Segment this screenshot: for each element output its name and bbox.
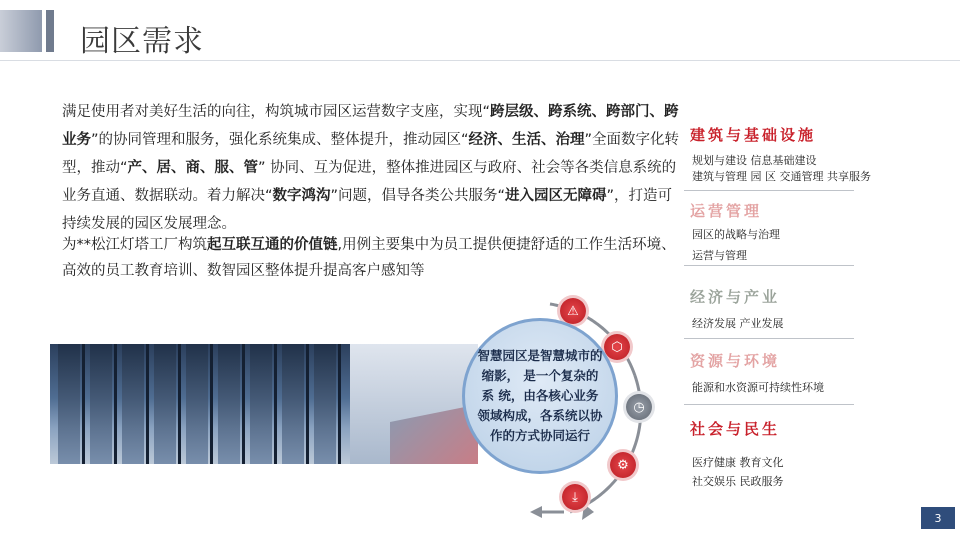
core-concept-circle bbox=[462, 318, 618, 474]
page-number: 3 bbox=[921, 507, 955, 529]
body-text: ” 协同、互为促进，整体推进园区与政府、社会等各类信息系统的业务直通、数据联动。着力解决“ bbox=[62, 160, 677, 204]
category-divider bbox=[684, 265, 854, 266]
category-divider bbox=[684, 338, 854, 339]
header-decor-block bbox=[0, 10, 42, 52]
category-item: 规划与建设 信息基础建设 bbox=[692, 154, 817, 167]
category-item: 园区的战略与治理 bbox=[692, 228, 780, 241]
category-item: 建筑与管理 园 区 交通管理 共享服务 bbox=[692, 170, 871, 183]
category-item: 运营与管理 bbox=[692, 249, 747, 262]
body-text: ”全面数字化转型，推动“ bbox=[62, 132, 680, 176]
emphasis-text: 起互联互通的价值链 bbox=[207, 237, 338, 253]
category-title-operations: 运营管理 bbox=[690, 202, 763, 220]
warning-triangle-icon: ⚠ bbox=[560, 298, 586, 324]
emphasis-text: 数字鸿沟 bbox=[272, 188, 331, 204]
body-text: ,用例主要集中为员工提供便捷舒适的工作生活环境、高效的员工教育培训、数智园区整体提升提高客户感知等 bbox=[62, 237, 676, 279]
download-icon: ⤓ bbox=[562, 484, 588, 510]
category-item: 能源和水资源可持续性环境 bbox=[692, 381, 824, 394]
category-title-infrastructure: 建筑与基础设施 bbox=[690, 126, 817, 144]
body-text: ”的协同管理和服务，强化系统集成、整体提升，推动园区“ bbox=[91, 132, 469, 148]
category-title-economy: 经济与产业 bbox=[690, 288, 781, 306]
body-text: ”，打造可持续发展的园区发展理念。 bbox=[62, 188, 673, 232]
body-text: 为**松江灯塔工厂构筑 bbox=[62, 237, 207, 253]
core-concept-text: 智慧园区是智慧城市的 缩影， 是一个复杂的系 统，由各核心业务领域构成，各系统以协作的方式协同运行 bbox=[477, 348, 603, 443]
hexagon-icon: ⬡ bbox=[604, 334, 630, 360]
category-item: 经济发展 产业发展 bbox=[692, 317, 784, 330]
intro-paragraph-2 bbox=[62, 232, 682, 284]
body-text: ”问题，倡导各类公共服务“ bbox=[330, 188, 506, 204]
header-decor-bar bbox=[46, 10, 54, 52]
emphasis-text: 产、居、商、服、管 bbox=[127, 160, 259, 176]
clock-icon: ◷ bbox=[626, 394, 652, 420]
category-item: 社交娱乐 民政服务 bbox=[692, 475, 784, 488]
emphasis-text: 经济、生活、治理 bbox=[468, 132, 585, 148]
category-divider bbox=[684, 190, 854, 191]
header-divider bbox=[0, 60, 960, 61]
category-divider bbox=[684, 404, 854, 405]
intro-paragraph bbox=[62, 98, 682, 238]
emphasis-text: 跨层级、跨系统、跨部门、跨业务 bbox=[62, 104, 679, 148]
emphasis-text: 进入园区无障碍 bbox=[505, 188, 607, 204]
category-title-society: 社会与民生 bbox=[690, 420, 781, 438]
page-title: 园区需求 bbox=[80, 24, 204, 59]
category-item: 医疗健康 教育文化 bbox=[692, 456, 784, 469]
gear-icon: ⚙ bbox=[610, 452, 636, 478]
body-text: 满足使用者对美好生活的向往，构筑城市园区运营数字支座，实现“ bbox=[62, 104, 491, 120]
building-photo bbox=[50, 344, 478, 464]
category-title-resources: 资源与环境 bbox=[690, 352, 781, 370]
